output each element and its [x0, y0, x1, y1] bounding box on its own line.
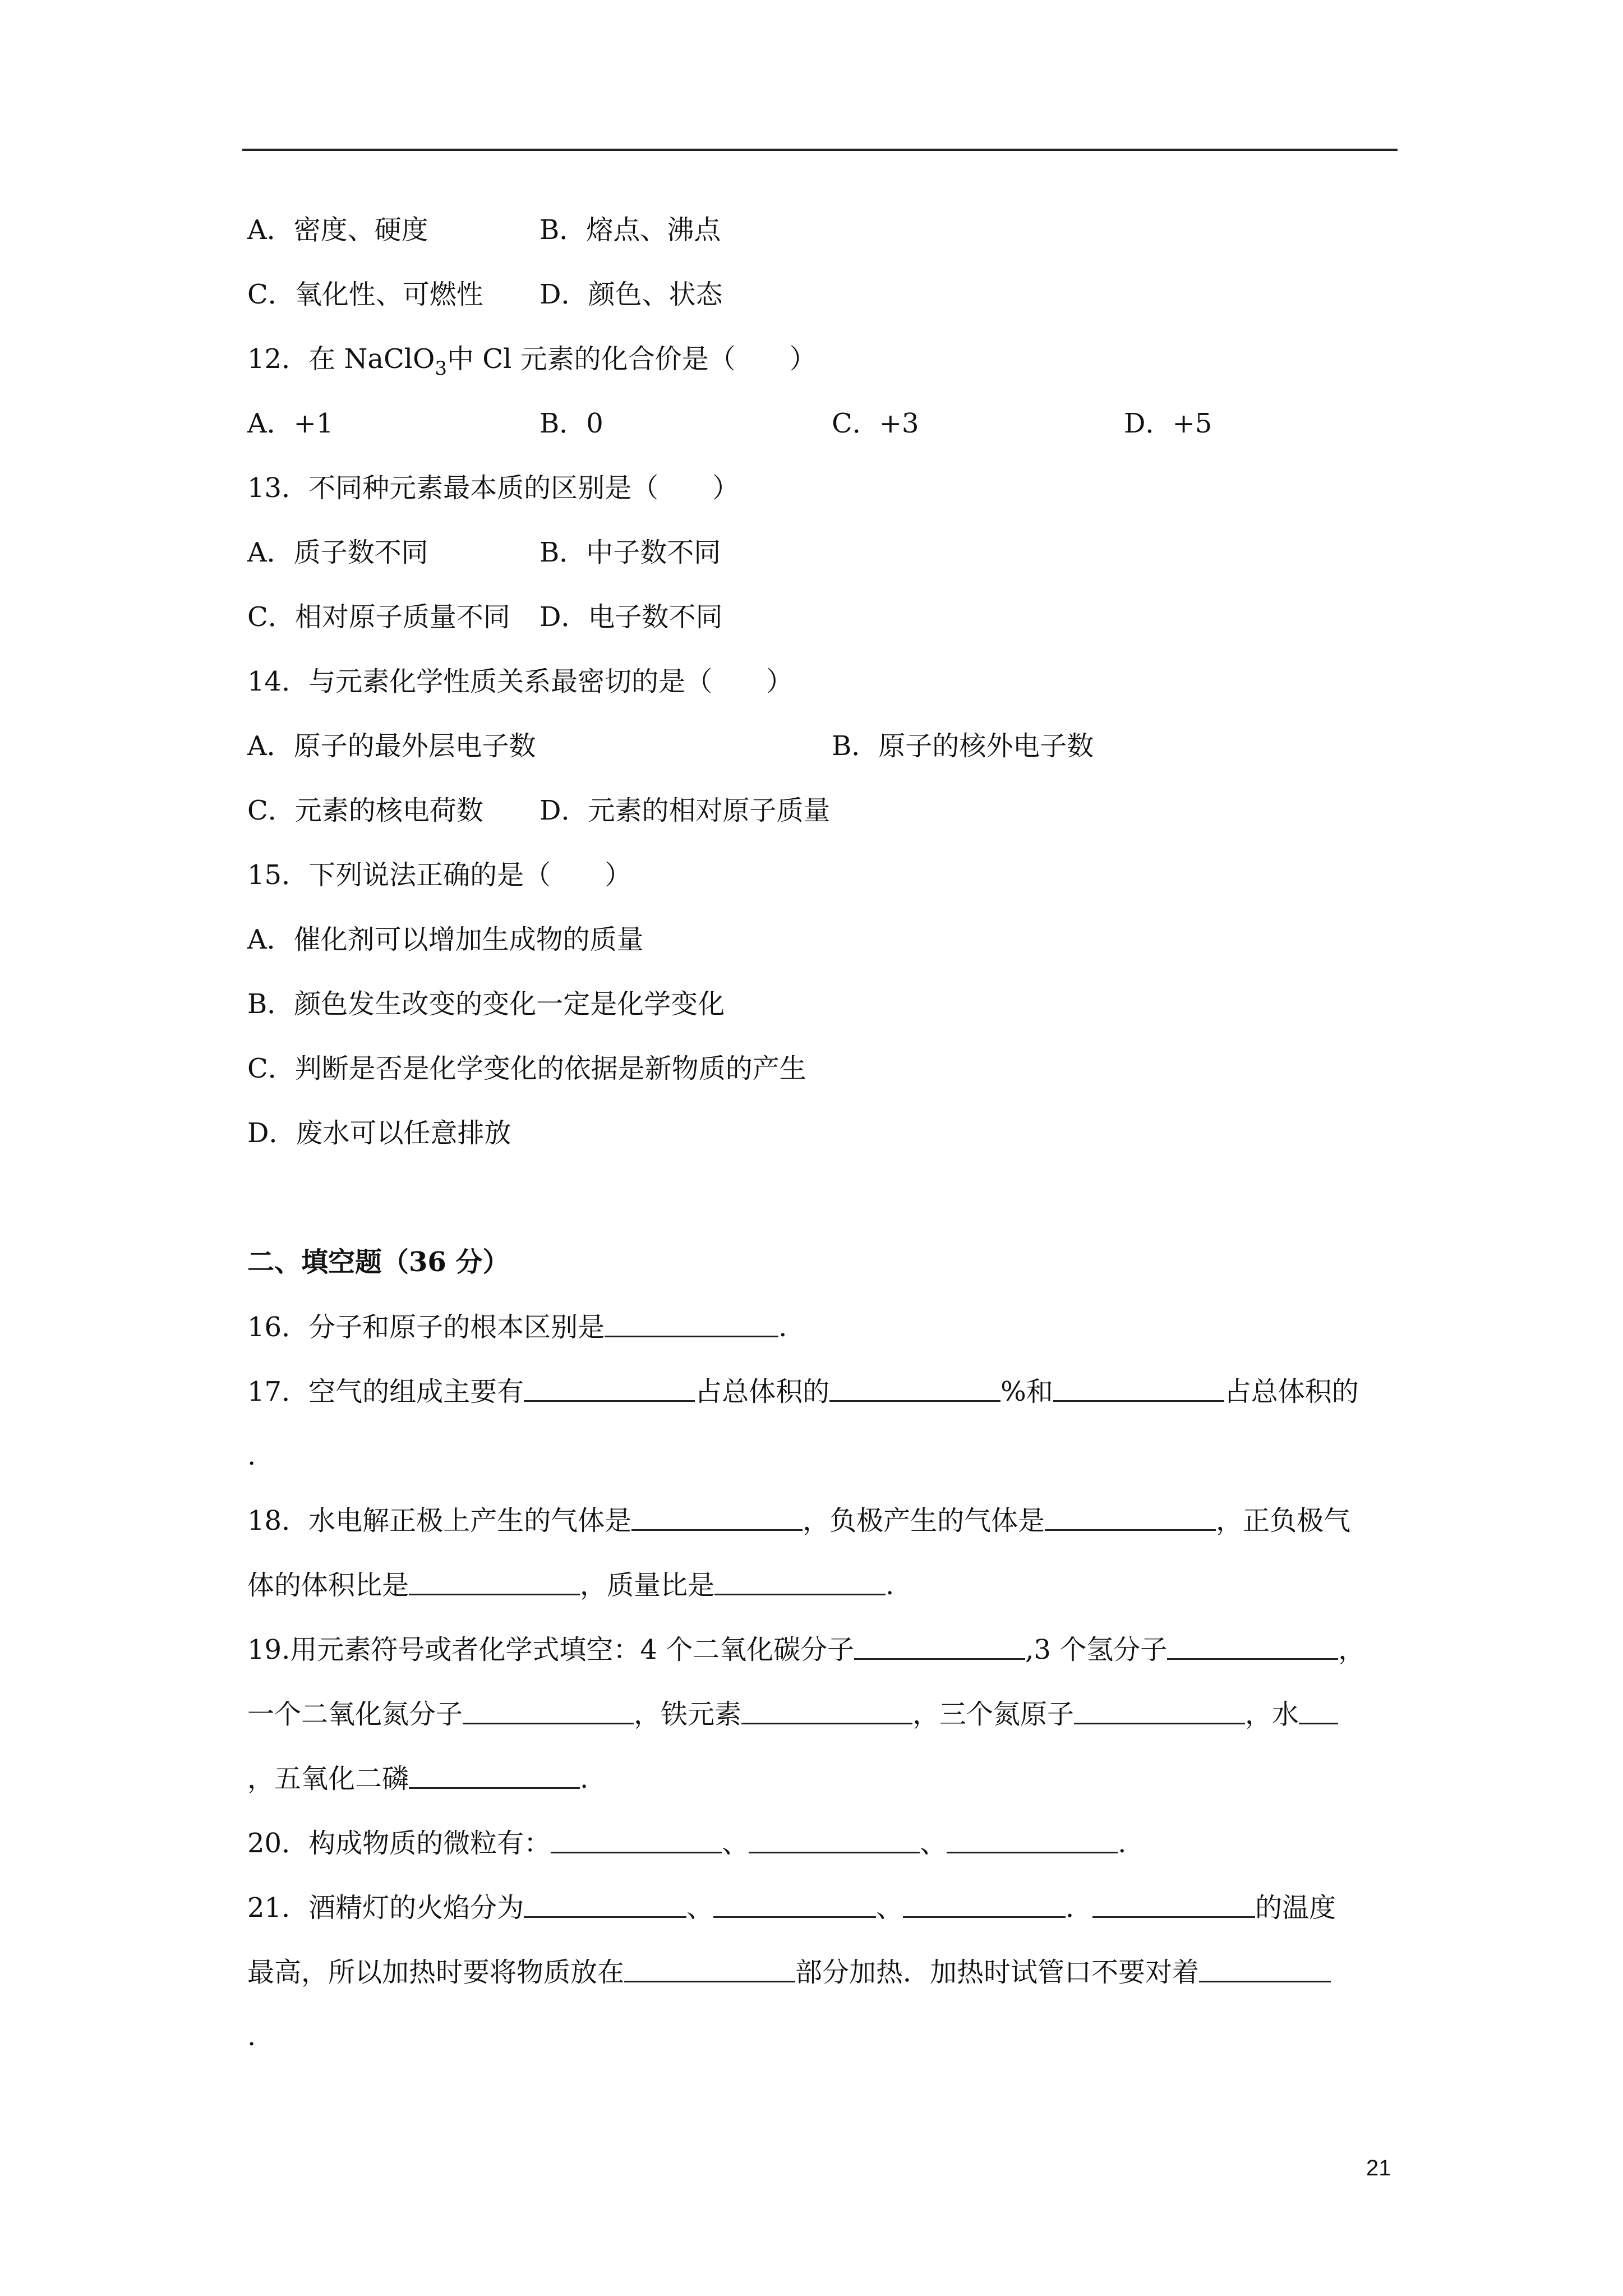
- period: .: [778, 1312, 787, 1343]
- option-b: B．熔点、沸点: [540, 214, 721, 246]
- answer-blank[interactable]: [524, 1374, 695, 1402]
- question-21-text-4: 部分加热．加热时试管口不要对着: [795, 1957, 1200, 1988]
- period: .: [1118, 1828, 1127, 1859]
- option-d: D．颜色、状态: [540, 279, 723, 310]
- separator: 、: [920, 1828, 947, 1859]
- section-heading: 二、填空题（36 分）: [247, 1246, 510, 1278]
- option-a: A．质子数不同: [247, 537, 428, 568]
- question-18-text-4: 体的体积比是: [247, 1570, 409, 1601]
- option-d: D．废水可以任意排放: [247, 1117, 511, 1149]
- question-17-text-3: %和: [1000, 1376, 1053, 1407]
- option-c: C．氧化性、可燃性: [247, 279, 483, 310]
- answer-blank[interactable]: [1199, 1955, 1331, 1982]
- answer-blank[interactable]: [624, 1955, 795, 1982]
- question-18-text-5: ，质量比是: [580, 1570, 715, 1601]
- option-d: D．+5: [1124, 408, 1212, 439]
- answer-blank[interactable]: [1299, 1697, 1338, 1724]
- separator: 、: [686, 1892, 714, 1924]
- question-21: [247, 1890, 1336, 1925]
- question-19-text-6: ，三个氮原子: [912, 1699, 1075, 1730]
- option-c: C．相对原子质量不同: [247, 601, 510, 633]
- question-18-line-2: [247, 1568, 894, 1602]
- question-21-text-3: 最高，所以加热时要将物质放在: [247, 1957, 625, 1988]
- question-19-text-8: ，五氧化二磷: [247, 1763, 409, 1795]
- answer-blank[interactable]: [1045, 1503, 1216, 1531]
- option-a: A．原子的最外层电子数: [247, 730, 536, 762]
- question-21-line-3: .: [247, 2021, 256, 2052]
- question-19: [247, 1632, 1365, 1667]
- answer-blank[interactable]: [714, 1568, 886, 1595]
- answer-blank[interactable]: [463, 1697, 634, 1724]
- answer-blank[interactable]: [829, 1374, 1000, 1402]
- question-19-text-4: 一个二氧化氮分子: [247, 1699, 463, 1730]
- option-c: C．元素的核电荷数: [247, 795, 483, 826]
- answer-blank[interactable]: [524, 1890, 686, 1918]
- option-b: B．0: [540, 408, 603, 439]
- answer-blank[interactable]: [409, 1568, 580, 1595]
- option-d: D．电子数不同: [540, 601, 723, 633]
- option-c: C．+3: [832, 408, 919, 439]
- question-12-text-pre: 12．在 NaClO: [247, 343, 435, 375]
- question-19-line-3: [247, 1761, 588, 1796]
- question-19-text-3: ，: [1338, 1634, 1366, 1665]
- question-12: [247, 342, 817, 385]
- answer-blank[interactable]: [1074, 1697, 1245, 1724]
- question-21-text-1: 21．酒精灯的火焰分为: [247, 1892, 524, 1924]
- option-c: C．判断是否是化学变化的依据是新物质的产生: [247, 1053, 806, 1084]
- question-18: [247, 1503, 1350, 1538]
- answer-blank[interactable]: [713, 1890, 876, 1918]
- subscript: 3: [435, 357, 448, 380]
- separator: 、: [722, 1828, 749, 1859]
- question-18-text-2: ，负极产生的气体是: [803, 1505, 1045, 1536]
- answer-blank[interactable]: [1092, 1890, 1255, 1918]
- question-14: 14．与元素化学性质关系最密切的是（ ）: [247, 666, 794, 697]
- question-19-text-5: ，铁元素: [634, 1699, 742, 1730]
- option-b: B．颜色发生改变的变化一定是化学变化: [247, 988, 725, 1020]
- separator: 、: [876, 1892, 903, 1924]
- option-b: B．中子数不同: [540, 537, 721, 568]
- question-19-line-2: [247, 1697, 1338, 1731]
- question-21-text-2: 的温度: [1255, 1892, 1336, 1924]
- answer-blank[interactable]: [749, 1826, 920, 1853]
- question-17-text-4: 占总体积的: [1224, 1376, 1359, 1407]
- question-16: [247, 1310, 787, 1344]
- question-17-text-2: 占总体积的: [695, 1376, 830, 1407]
- page-number: 21: [1366, 2156, 1391, 2180]
- question-12-text-post: 中 Cl 元素的化合价是（ ）: [447, 343, 817, 375]
- period: .: [580, 1763, 589, 1795]
- question-15: 15．下列说法正确的是（ ）: [247, 859, 632, 891]
- period: .: [886, 1570, 895, 1601]
- answer-blank[interactable]: [1053, 1374, 1224, 1402]
- question-20-text: 20．构成物质的微粒有：: [247, 1828, 551, 1859]
- answer-blank[interactable]: [854, 1632, 1025, 1660]
- answer-blank[interactable]: [551, 1826, 722, 1853]
- option-b: B．原子的核外电子数: [832, 730, 1094, 762]
- option-a: A．密度、硬度: [247, 214, 428, 246]
- question-17-text-1: 17．空气的组成主要有: [247, 1376, 524, 1407]
- option-a: A．+1: [247, 408, 334, 439]
- period: ．: [1066, 1892, 1093, 1924]
- question-17-line-2: .: [247, 1440, 256, 1471]
- header-rule: [242, 149, 1398, 151]
- question-21-line-2: [247, 1955, 1331, 1989]
- question-17: [247, 1374, 1359, 1409]
- question-19-text-1: 19.用元素符号或者化学式填空：4 个二氧化碳分子: [247, 1634, 855, 1665]
- answer-blank[interactable]: [409, 1761, 580, 1789]
- question-16-text: 16．分子和原子的根本区别是: [247, 1312, 605, 1343]
- answer-blank[interactable]: [741, 1697, 912, 1724]
- answer-blank[interactable]: [903, 1890, 1066, 1918]
- answer-blank[interactable]: [605, 1310, 778, 1337]
- option-d: D．元素的相对原子质量: [540, 795, 831, 826]
- question-13: 13．不同种元素最本质的区别是（ ）: [247, 472, 740, 504]
- question-19-text-2: ,3 个氢分子: [1025, 1634, 1168, 1665]
- question-20: [247, 1826, 1126, 1860]
- question-19-text-7: ，水: [1245, 1699, 1299, 1730]
- question-18-text-1: 18．水电解正极上产生的气体是: [247, 1505, 632, 1536]
- question-18-text-3: ，正负极气: [1216, 1505, 1351, 1536]
- answer-blank[interactable]: [631, 1503, 803, 1531]
- answer-blank[interactable]: [1167, 1632, 1338, 1660]
- answer-blank[interactable]: [947, 1826, 1118, 1853]
- option-a: A．催化剂可以增加生成物的质量: [247, 924, 644, 955]
